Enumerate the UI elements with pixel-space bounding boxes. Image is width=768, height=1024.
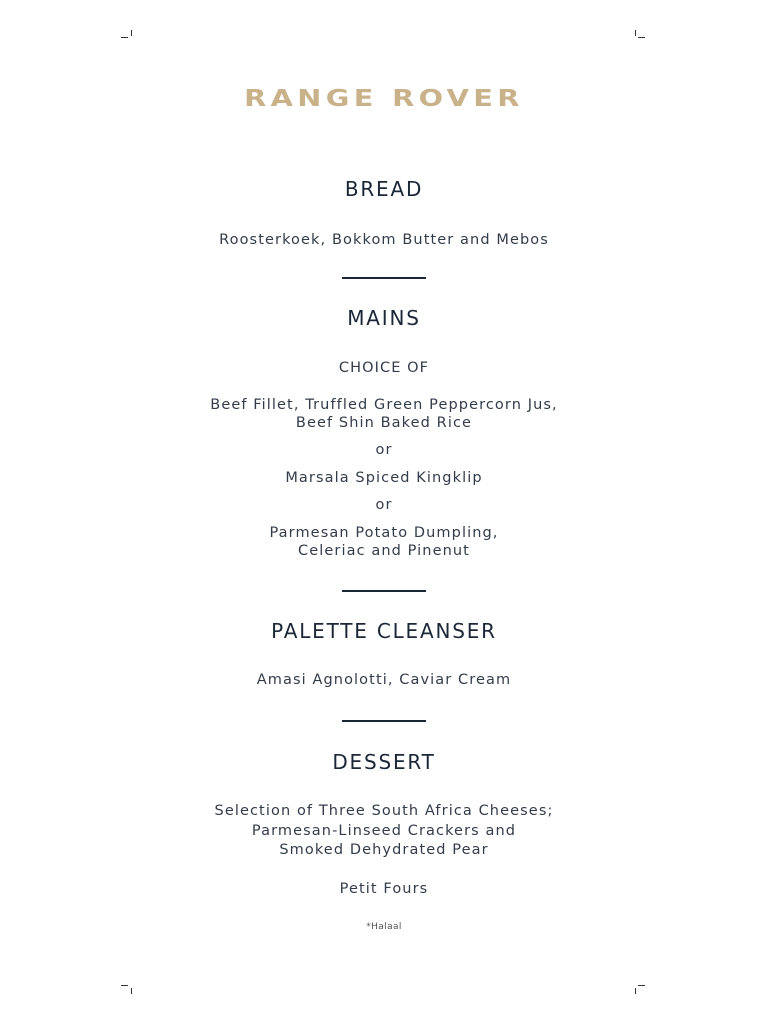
- mains-option-3-line-1: Parmesan Potato Dumpling,: [269, 525, 499, 541]
- dessert-line-2: Parmesan-Linseed Crackers and: [251, 823, 517, 839]
- halaal-footnote: *Halaal: [366, 922, 402, 932]
- section-divider: [342, 720, 426, 722]
- dessert-line-3: Smoked Dehydrated Pear: [279, 842, 489, 858]
- mains-option-3-line-2: Celeriac and Pinenut: [298, 543, 470, 559]
- section-title-bread: BREAD: [344, 177, 424, 201]
- brand-logo: RANGE ROVER: [244, 86, 524, 112]
- mains-option-1-line-1: Beef Fillet, Truffled Green Peppercorn Jus,: [210, 397, 558, 413]
- dessert-extra: Petit Fours: [339, 881, 429, 897]
- section-divider: [342, 277, 426, 279]
- bread-item: Roosterkoek, Bokkom Butter and Mebos: [219, 232, 549, 248]
- mains-intro: CHOICE OF: [338, 360, 430, 376]
- crop-mark-top-left: [121, 30, 131, 40]
- dessert-line-1: Selection of Three South Africa Cheeses;: [214, 803, 554, 819]
- section-title-dessert: DESSERT: [332, 750, 436, 774]
- palette-item: Amasi Agnolotti, Caviar Cream: [256, 672, 512, 688]
- crop-mark-top-right: [635, 30, 645, 40]
- mains-separator-2: or: [375, 497, 393, 513]
- crop-mark-bottom-left: [121, 985, 131, 995]
- crop-mark-bottom-right: [635, 985, 645, 995]
- mains-separator-1: or: [375, 442, 393, 458]
- section-divider: [342, 590, 426, 592]
- section-title-mains: MAINS: [347, 306, 421, 330]
- section-title-palette-cleanser: PALETTE CLEANSER: [271, 619, 497, 643]
- mains-option-2: Marsala Spiced Kingklip: [285, 470, 483, 486]
- mains-option-1-line-2: Beef Shin Baked Rice: [295, 415, 473, 431]
